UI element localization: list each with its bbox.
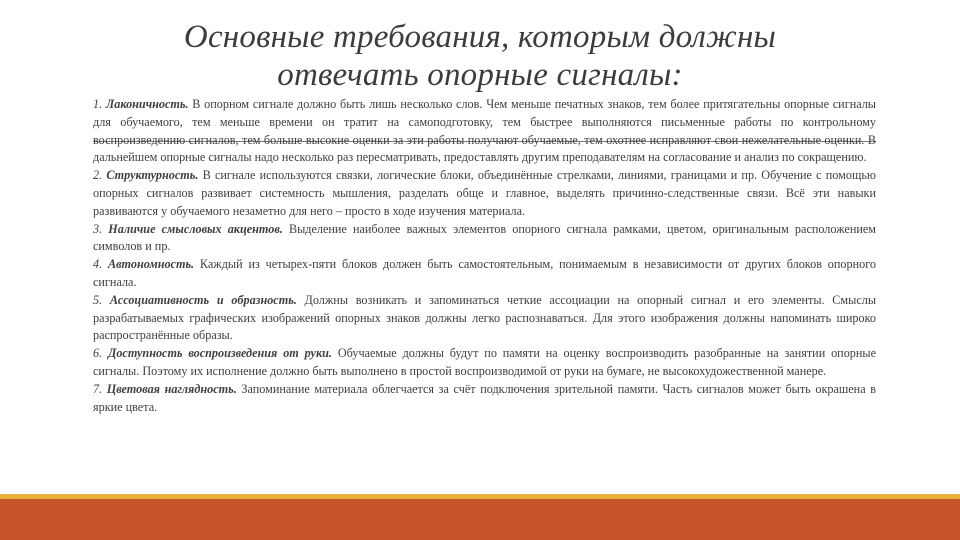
- item-heading: Доступность воспроизведения от руки.: [108, 346, 332, 361]
- list-item: [93, 256, 876, 292]
- list-item: [93, 167, 876, 220]
- item-number: 6.: [93, 346, 103, 361]
- item-heading: Автономность.: [107, 257, 195, 272]
- item-heading: Ассоциативность и образность.: [109, 292, 297, 307]
- item-number: 3.: [93, 221, 103, 236]
- item-text: Каждый из четырех-пяти блоков должен быть самостоятельным, понимаемым в независимости от других блоков опорного сигнала.: [93, 257, 876, 289]
- title-line-1: Основные требования, которым должны: [183, 19, 777, 55]
- list-item: [93, 96, 876, 167]
- item-number: 4.: [93, 257, 103, 272]
- list-item: [93, 381, 876, 417]
- item-text: В сигнале используются связки, логические блоки, объединённые стрелками, линиями, границами и пр. Обучение с помощью опорных сигналов развивает системность мышления, разделать обще и главное, выделять причинно-следственные связи. Всё эти навыки развиваются у обучаемого незаметно для него – просто в ходе изучения материала.: [93, 168, 877, 218]
- item-number: 7.: [93, 381, 103, 396]
- title-line-2: отвечать опорные сигналы:: [277, 57, 683, 93]
- item-number: 5.: [93, 292, 103, 307]
- item-number: 1.: [93, 97, 103, 111]
- item-text: Запоминание материала облегчается за счёт подключения зрительной памяти. Часть сигналов может быть окрашена в яркие цвета.: [93, 381, 876, 414]
- item-heading: Цветовая наглядность.: [106, 381, 237, 396]
- item-text: Должны возникать и запоминаться четкие ассоциации на опорный сигнал и его элементы. Смыслы разрабатываемых графических изображений опорных знаков должны легко распознаваться. Для этого изображения должны напоминать широко распространённые образы.: [93, 292, 877, 343]
- item-heading: Структурность.: [106, 168, 199, 183]
- item-heading: Наличие смысловых акцентов.: [108, 221, 283, 236]
- slide-title: [80, 18, 880, 94]
- item-text: Выделение наиболее важных элементов опорного сигнала рамками, цветом, оригинальным расположением символов и пр.: [93, 221, 877, 254]
- footer-bar: [0, 499, 960, 540]
- list-item: [93, 221, 876, 257]
- item-heading: Лаконичность.: [105, 97, 189, 111]
- list-item: [93, 292, 876, 345]
- list-item: [93, 345, 876, 381]
- item-number: 2.: [93, 168, 103, 183]
- requirements-list: [93, 96, 876, 416]
- item-text: В опорном сигнале должно быть лишь несколько слов. Чем меньше печатных знаков, тем более притягательны опорные сигналы для обучаемого, тем меньше времени он тратит на самоподготовку, тем быстрее выполняются письменные работы по контрольному воспроизведению сигналов, тем больше высокие оценки за эти работы получают обучаемые, тем охотнее исправляют свои нежелательные оценки. В дальнейшем опорные сигналы надо несколько раз пересматривать, предоставлять другим преподавателям на согласование и анализ по сокращению.: [93, 97, 876, 165]
- item-text: Обучаемые должны будут по памяти на оценку воспроизводить разобранные на занятии опорные сигналы. Поэтому их исполнение должно быть выполнено в простой воспроизводимой от руки на бумаге, не высокохудожественной манере.: [93, 346, 876, 378]
